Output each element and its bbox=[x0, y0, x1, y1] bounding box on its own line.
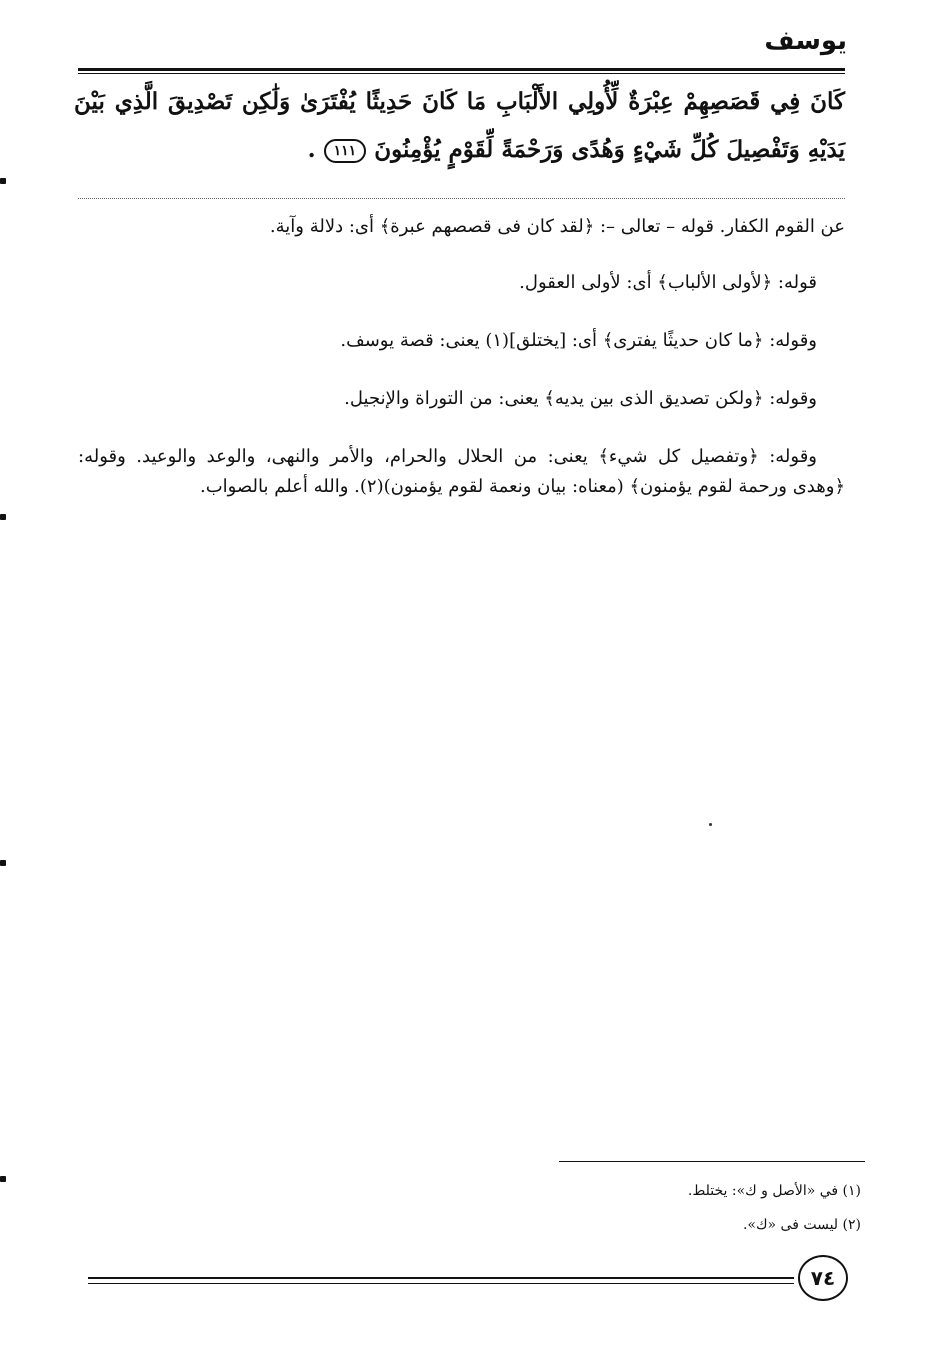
commentary-paragraph-4: وقوله: ﴿ولكن تصديق الذى بين يديه﴾ يعنى: من التوراة والإنجيل. bbox=[344, 388, 817, 409]
commentary-paragraph-2: قوله: ﴿لأولى الألباب﴾ أى: لأولى العقول. bbox=[519, 272, 817, 293]
commentary-paragraph-3: وقوله: ﴿ما كان حديثًا يفترى﴾ أى: [يختلق](١) يعنى: قصة يوسف. bbox=[340, 330, 817, 351]
footnote-1: (١) في «الأصل و ك»: يختلط. bbox=[687, 1183, 861, 1199]
quran-verse-block bbox=[74, 78, 845, 174]
ayah-number-marker: ١١١ bbox=[324, 139, 367, 163]
page-number-circle bbox=[798, 1255, 848, 1301]
footnotes bbox=[688, 1174, 861, 1242]
commentary-body bbox=[78, 212, 845, 502]
binding-margin-mark bbox=[0, 178, 6, 184]
footer-thin-rule bbox=[88, 1283, 794, 1284]
footnote-separator-rule bbox=[559, 1161, 865, 1162]
binding-margin-mark bbox=[0, 860, 6, 866]
footnote-2: (٢) ليست فى «ك». bbox=[742, 1217, 861, 1233]
running-header-surah-name: يوسف bbox=[764, 26, 847, 56]
binding-margin-mark bbox=[0, 1176, 6, 1182]
verse-end-punctuation: . bbox=[307, 136, 316, 163]
scan-speck bbox=[709, 823, 712, 826]
header-thick-rule bbox=[78, 68, 845, 71]
verse-separator-dotted-rule bbox=[78, 198, 845, 199]
commentary-paragraph-5: وقوله: ﴿وتفصيل كل شيء﴾ يعنى: من الحلال والحرام، والأمر والنهى، والوعد والوعيد. وقوله: ﴿وهدى ورحمة لقوم يؤمنون﴾ (معناه: بيان ونعمة لقوم يؤمنون)(٢). والله أعلم بالصواب. bbox=[78, 446, 845, 497]
header-thin-rule bbox=[78, 73, 845, 74]
commentary-paragraph-1: عن القوم الكفار. قوله – تعالى –: ﴿لقد كان فى قصصهم عبرة﴾ أى: دلالة وآية. bbox=[269, 216, 845, 237]
page-number: ٧٤ bbox=[810, 1266, 836, 1290]
binding-margin-mark bbox=[0, 514, 6, 520]
quran-verse-text: كَانَ فِي قَصَصِهِمْ عِبْرَةٌ لِّأُولِي الأَلْبَابِ مَا كَانَ حَدِيثًا يُفْتَرَىٰ وَلَٰكِن تَصْدِيقَ الَّذِي بَيْنَ يَدَيْهِ وَتَفْصِيلَ كُلِّ شَيْءٍ وَهُدًى وَرَحْمَةً لِّقَوْمٍ يُؤْمِنُونَ bbox=[74, 88, 845, 163]
footer-thick-rule bbox=[88, 1277, 794, 1279]
